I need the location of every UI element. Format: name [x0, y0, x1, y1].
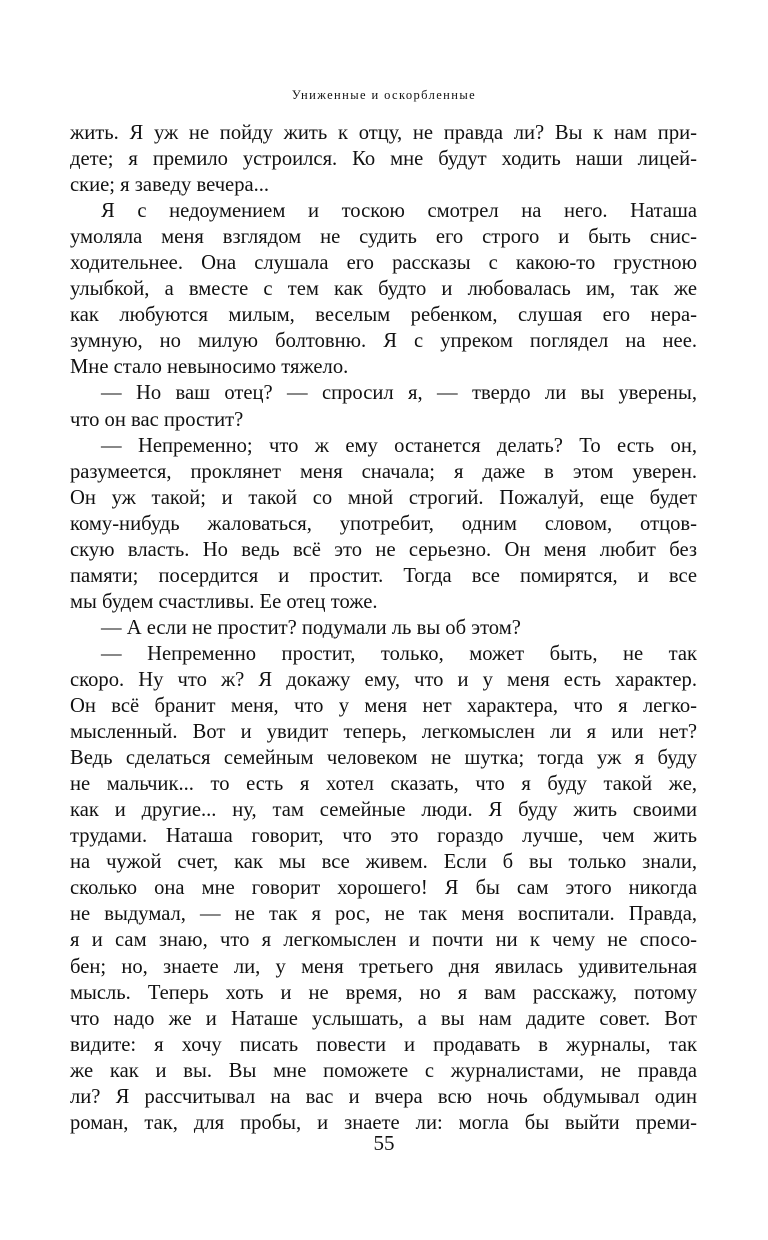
text-line: — А если не простит? подумали ль вы об этом?: [101, 616, 521, 639]
text-line: видите: я хочу писать повести и продавать в журналы, так: [70, 1033, 697, 1056]
page-body: [70, 120, 697, 1136]
text-line: жить. Я уж не пойду жить к отцу, не правда ли? Вы к нам при-: [70, 122, 697, 144]
text-line: Ведь сделаться семейным человеком не шутка; тогда уж я буду: [70, 747, 697, 770]
text-line: как и другие... ну, там семейные люди. Я буду жить своими: [70, 799, 697, 822]
text-line: на чужой счет, как мы все живем. Если б вы только знали,: [70, 851, 697, 874]
text-line: что он вас простит?: [70, 408, 244, 431]
text-line: — Но ваш отец? — спросил я, — твердо ли вы уверены,: [101, 382, 697, 405]
text-line: мысленный. Вот и увидит теперь, легкомыслен ли я или нет?: [70, 721, 697, 744]
text-line: улыбкой, а вместе с тем как будто и любовалась им, так же: [70, 278, 697, 301]
text-line: же как и вы. Вы мне поможете с журналистами, не правда: [70, 1059, 697, 1082]
text-line: сколько она мне говорит хорошего! Я бы сам этого никогда: [70, 877, 697, 900]
text-line: памяти; посердится и простит. Тогда все помирятся, и все: [70, 564, 697, 587]
text-line: зумную, но милую болтовню. Я с упреком поглядел на нее.: [70, 330, 697, 353]
text-line: трудами. Наташа говорит, что это гораздо лучше, чем жить: [70, 825, 697, 848]
text-line: Мне стало невыносимо тяжело.: [70, 356, 349, 379]
text-line: я и сам знаю, что я легкомыслен и почти ни к чему не спосо-: [70, 929, 697, 952]
text-line: Он уж такой; и такой со мной строгий. Пожалуй, еще будет: [70, 486, 697, 509]
text-line: мысль. Теперь хоть и не время, но я вам расскажу, потому: [70, 981, 697, 1004]
text-line: умоляла меня взглядом не судить его строго и быть снис-: [70, 226, 697, 249]
text-line: скоро. Ну что ж? Я докажу ему, что и у меня есть характер.: [70, 668, 697, 691]
text-line: — Непременно простит, только, может быть, не так: [101, 642, 697, 665]
text-line: бен; но, знаете ли, у меня третьего дня явилась удивительная: [70, 955, 697, 978]
text-line: кому-нибудь жаловаться, употребит, одним словом, отцов-: [70, 512, 697, 535]
text-line: Он всё бранит меня, что у меня нет характера, что я легко-: [70, 695, 697, 718]
text-line: разумеется, проклянет меня сначала; я даже в этом уверен.: [70, 460, 697, 483]
text-line: — Непременно; что ж ему останется делать? То есть он,: [101, 434, 697, 457]
text-line: что надо же и Наташе услышать, а вы нам дадите совет. Вот: [70, 1007, 697, 1030]
text-line: не выдумал, — не так я рос, не так меня воспитали. Правда,: [70, 903, 697, 926]
text-line: как любуются милым, веселым ребенком, слушая его нера-: [70, 304, 697, 327]
text-line: скую власть. Но ведь всё это не серьезно. Он меня любит без: [70, 538, 697, 561]
text-line: роман, так, для пробы, и знаете ли: могла бы выйти преми-: [70, 1111, 697, 1134]
text-line: Я с недоумением и тоскою смотрел на него. Наташа: [101, 200, 697, 223]
text-line: ли? Я рассчитывал на вас и вчера всю ночь обдумывал один: [70, 1085, 697, 1108]
text-line: ходительнее. Она слушала его рассказы с какою-то грустною: [70, 252, 697, 275]
running-header: Униженные и оскорбленные: [291, 88, 477, 102]
text-line: не мальчик... то есть я хотел сказать, что я буду такой же,: [70, 773, 697, 796]
text-line: дете; я премило устроился. Ко мне будут ходить наши лицей-: [70, 148, 697, 171]
page-number: 55: [373, 1131, 395, 1155]
text-line: мы будем счастливы. Ее отец тоже.: [70, 590, 378, 613]
text-line: ские; я заведу вечера...: [70, 174, 270, 197]
